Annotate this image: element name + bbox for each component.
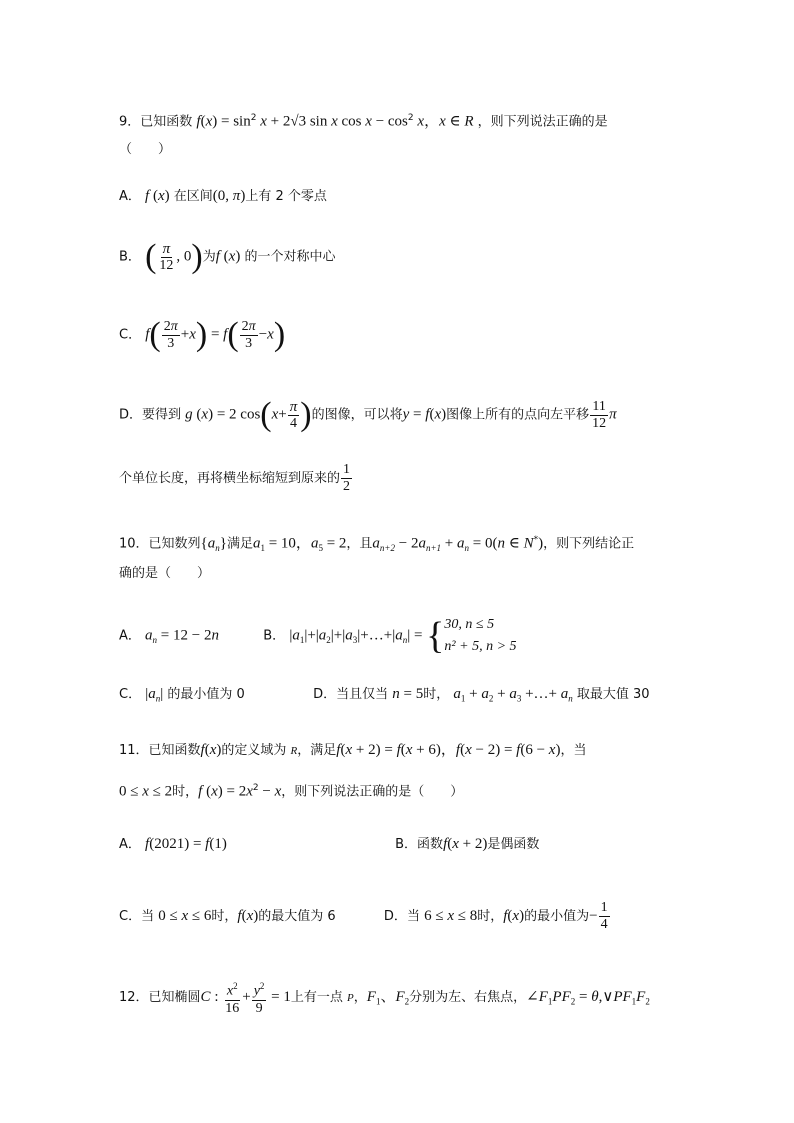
q9-option-d-cont: 个单位长度，再将横坐标缩短到原来的 $\frac{1}{2}$ [119,462,351,494]
q9-stem: 9．已知函数 $f(x) = \sin^2 x + 2√3$ sin x $\cos x - \cos^2 x$，x ∈ R ，则下列说法正确的是 [119,113,608,130]
q10-b-case2: n² + 5, n > 5 [444,639,517,654]
q11-stem-cont: 0 ≤ x ≤ 2时，f $(x) = 2x^2 - x$，则下列说法正确的是（ ） [119,783,464,800]
q11-stem-4: ，当 [560,743,587,758]
q9-option-c: C． f( $\frac{2\pi}{3}$ +x) = f( $\frac{2\pi}{3}$ −x) [119,316,286,353]
q11-b-label: B． [395,837,418,852]
q10-d-text2: 时， [423,687,450,702]
q9-a-text2: 上有 2 个零点 [245,189,327,204]
q9-d-text3: 图像上所有的点向左平移 [446,407,590,423]
q11-stem-2: 的定义域为 [221,743,287,758]
q12-stem-4: 分别为左、右焦点， [409,989,527,1005]
q10-stem-3: ，且 [346,536,373,552]
q12-stem-p: P [347,991,354,1004]
q9-a-label: A． [119,189,141,204]
q9-b-label: B． [119,249,141,265]
q9-d-label: D． [119,407,143,423]
q9-paren: （ ） [119,142,172,157]
q11-stem-r: R [290,745,298,757]
q11-stem: 11．已知函数f(x)的定义域为 R，满足f(x + 2) = f(x + 6)，f(x − 2) = f(6 − x)，当 [119,742,587,758]
q11-options-cd: C．当 0 ≤ x ≤ 6时，f(x)的最大值为 6 D．当 6 ≤ x ≤ 8时，f(x)的最小值为− $\frac{1}{4}$ [119,900,608,932]
q9-d-text2: 的图像，可以将 [311,407,403,423]
q11-options-ab: A． f(2021) = f(1) B．函数f(x + 2)是偶函数 [119,836,540,852]
q10-d-label: D． [313,687,337,702]
q10-d-text3: 取最大值 30 [576,687,650,702]
q11-b-text1: 函数 [417,837,444,852]
q9-a-text1: 在区间 [173,189,213,204]
q10-options-ab: A． $a_n = 12 - 2n$ B． $|a_1|+|a_2|+|a_3|+\dots+|a_n|$ = { 30, n ≤ 5 n² + 5, n > 5 [119,615,517,657]
q9-d-text1: 要得到 [142,407,182,423]
q10-stem-cont: 确的是（ ） [119,566,211,581]
q9-prefix: 9．已知函数 [119,114,193,130]
q9-suffix: ，则下列说法正确的是 [477,114,608,130]
q12-stem: 12．已知椭圆C : $\frac{x^2}{16}$ + $\frac{y^2}{9}$ = 1上有一点 P，$F_1$、$F_2$分别为左、右焦点，$\angle F_1PF_2$ = $\theta,\vee PF_1F_2$ [119,978,650,1017]
q11-c-text3: 的最大值为 6 [258,909,336,924]
q11-c-label: C． [119,909,142,924]
q12-stem-3: ， [353,989,367,1005]
q9-b-text2: 的一个对称中心 [244,249,336,265]
q11-d-text1: 当 [406,909,420,924]
q10-b-label: B． [263,628,286,644]
q9-formula: f [196,113,201,130]
q11-a-label: A． [119,837,141,852]
q10-c-text: 的最小值为 0 [167,687,245,702]
q11-c-text1: 当 [141,909,155,924]
q10-stem: 10．已知数列$\{a_n\}$满足$a_1 = 10$，$a_5 = 2$，且$a_{n+2} - 2a_{n+1} + a_n = 0(n$ ∈ N*)，则下列结论正 [119,535,635,553]
q10-stem-1: 10．已知数列 [119,536,201,552]
q11-b-text2: 是偶函数 [487,837,540,852]
q11-c-text2: 时， [211,909,238,924]
q10-b-case1: 30, n ≤ 5 [444,617,495,632]
q11-stem-6: ，则下列说法正确的是（ ） [281,784,464,800]
q10-d-text1: 当且仅当 [336,687,389,702]
q11-d-text3: 的最小值为 [524,909,590,924]
q11-d-label: D． [383,909,407,924]
q9-c-label: C． [119,327,142,343]
q10-options-cd: C． $|a_n|$ 的最小值为 0 D．当且仅当 n = 5时， $a_1 + a_2 + a_3$ +…+ $a_n$ 取最大值 30 [119,686,650,704]
q9-b-text: 为 [202,249,216,265]
q11-stem-3: ，满足 [297,743,337,758]
q12-stem-2: 上有一点 [290,989,343,1005]
q9-option-d: D．要得到 g (x) = 2 cos(x+ $\frac{\pi}{4}$ )的图像，可以将y = f(x)图像上所有的点向左平移 $\frac{11}{12}$ π [119,396,617,433]
q11-stem-1: 11．已知函数 [119,743,201,758]
q9-d-text4: 个单位长度，再将横坐标缩短到原来的 [119,471,341,486]
q10-stem-2: 满足 [226,536,253,552]
q11-d-text2: 时， [477,909,504,924]
q9-option-b: B． ( $\frac{\pi}{12}$ , 0)为f (x) 的一个对称中心 [119,238,336,275]
q12-stem-1: 12．已知椭圆 [119,989,201,1005]
q10-c-label: C． [119,687,142,702]
q9-option-a: A． f (x) 在区间(0, π)上有 2 个零点 [119,188,327,204]
q11-stem-5: 时， [172,784,199,800]
q10-a-label: A． [119,628,141,644]
q10-stem-4: ，则下列结论正 [543,536,635,552]
